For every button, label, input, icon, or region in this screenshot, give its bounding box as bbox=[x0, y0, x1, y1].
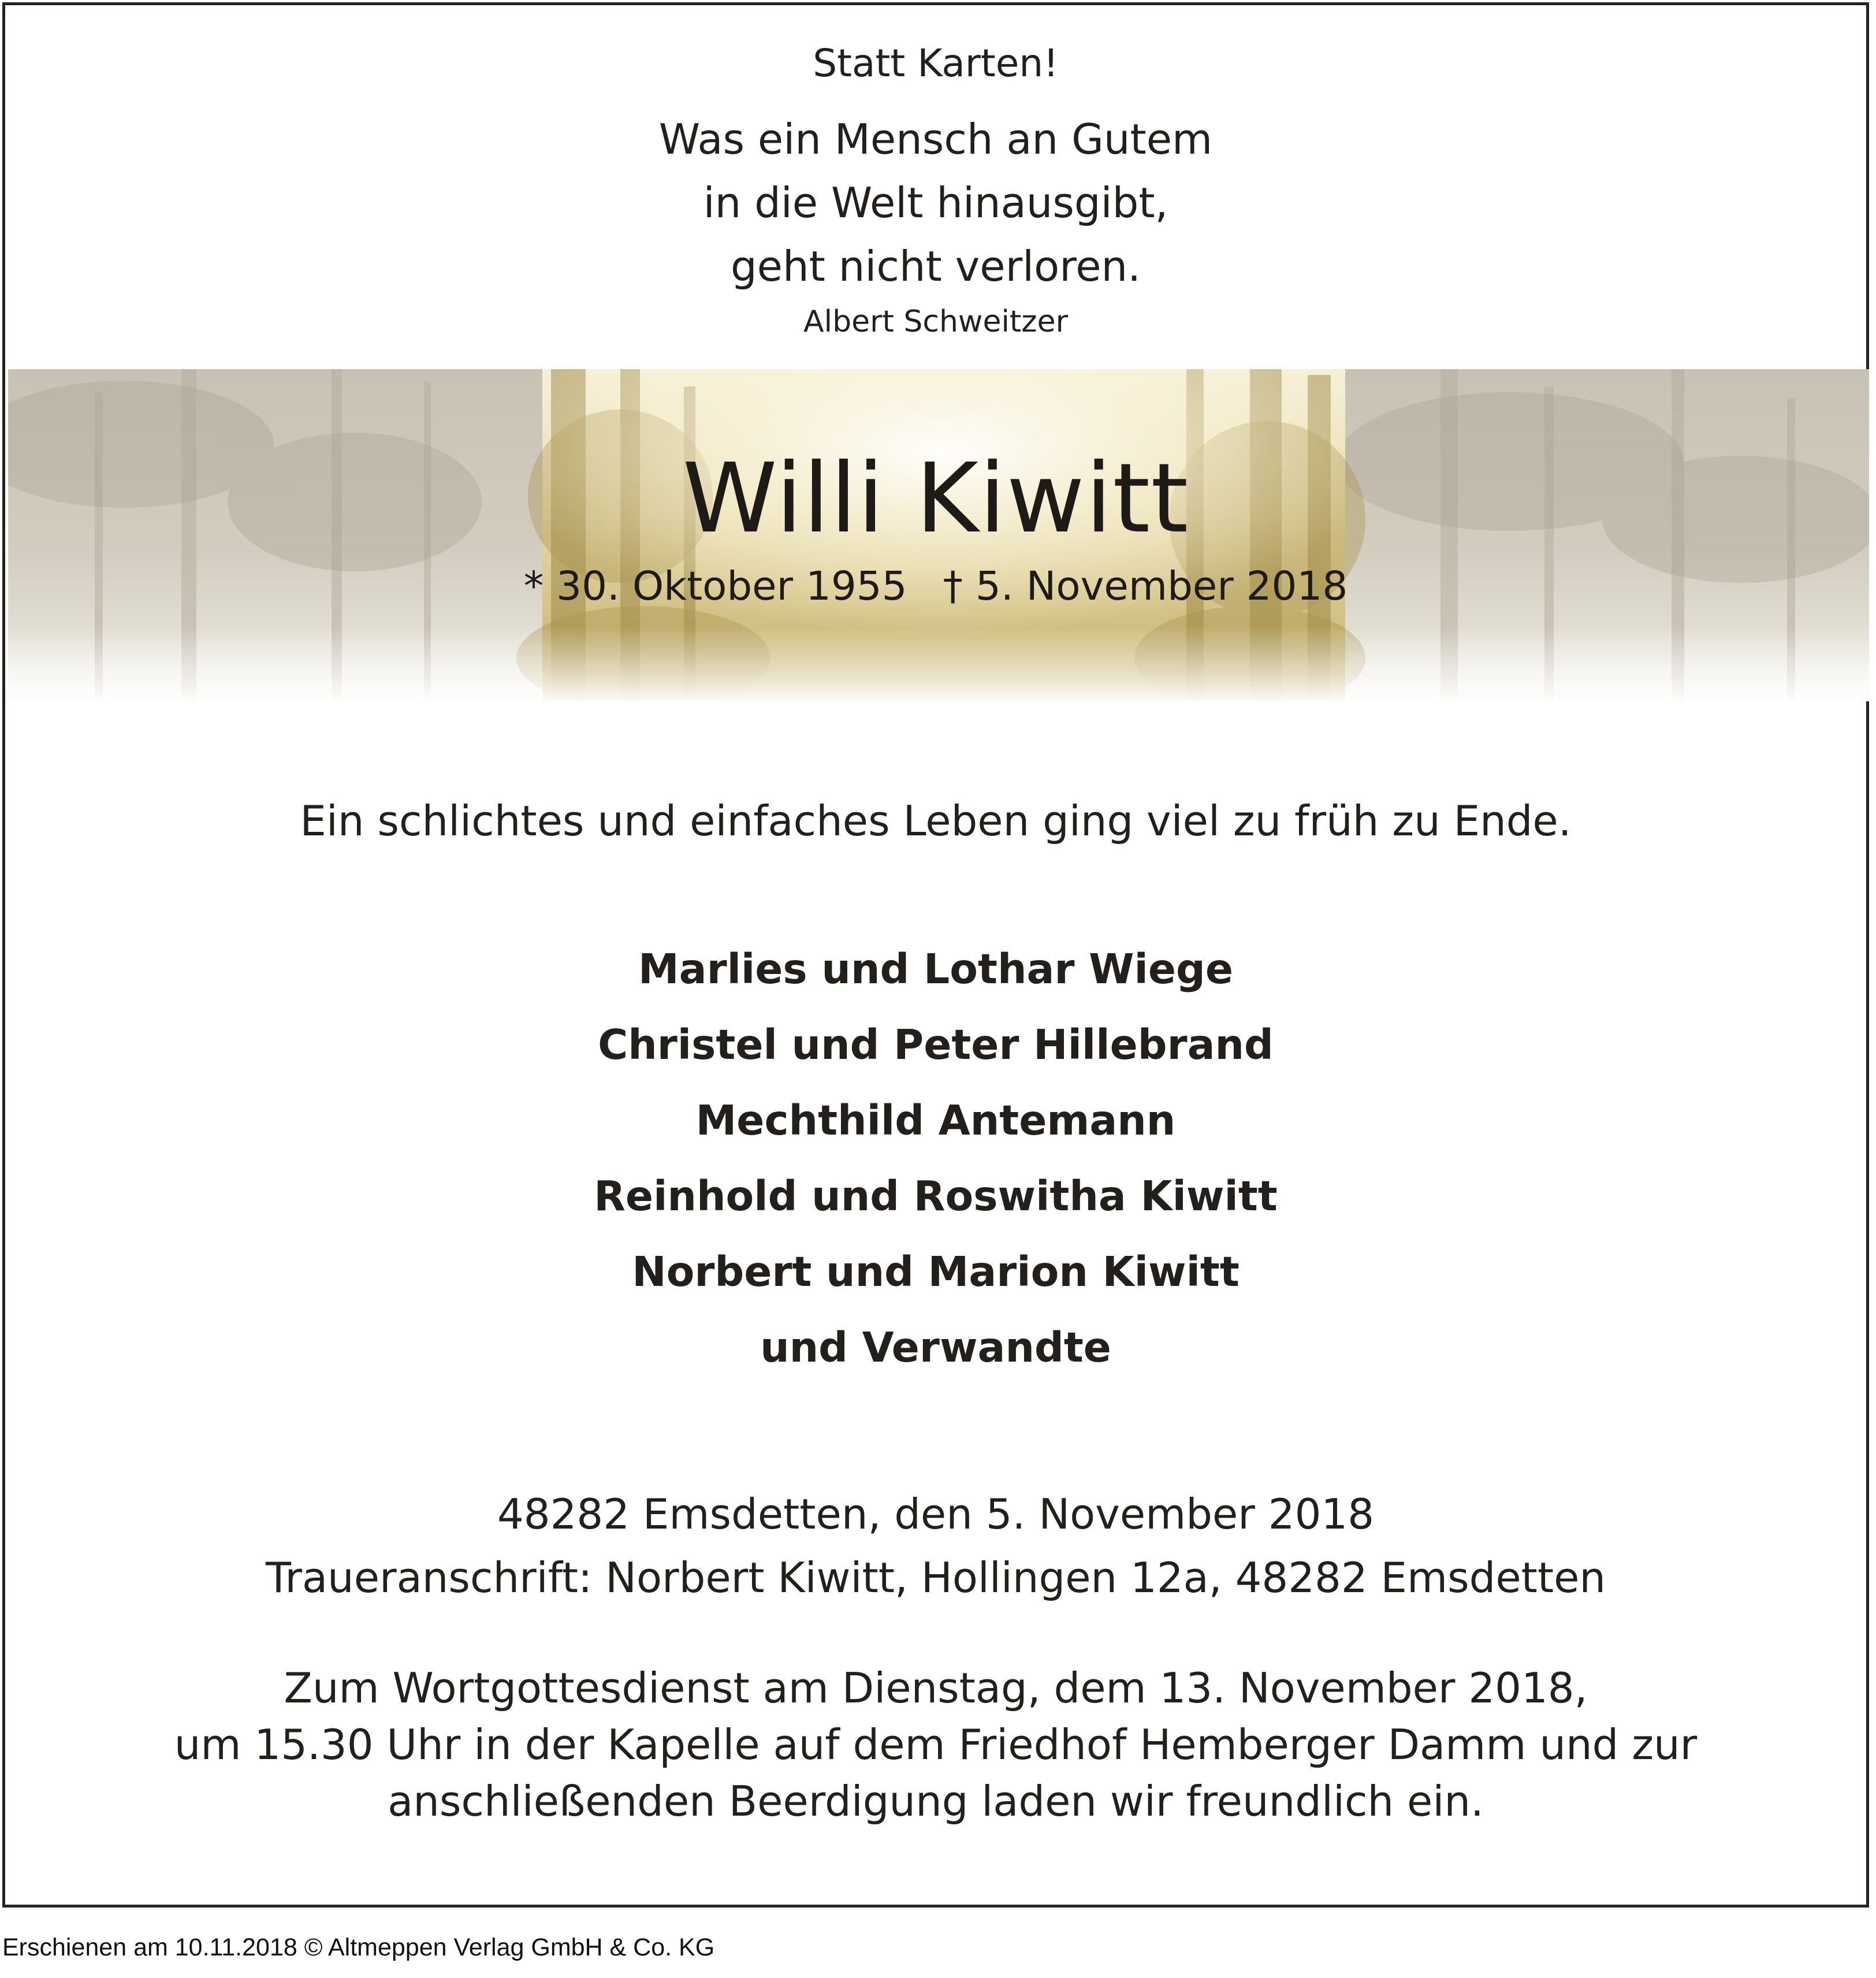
quote-line-3: geht nicht verloren. bbox=[730, 242, 1141, 291]
life-dates bbox=[5, 563, 1866, 609]
invitation-line-1: Zum Wortgottesdienst am Dienstag, dem 13. November 2018, bbox=[284, 1664, 1588, 1712]
mourner-2: Christel und Peter Hillebrand bbox=[598, 1021, 1274, 1069]
obituary-frame bbox=[2, 2, 1869, 1908]
birth-date: * 30. Oktober 1955 bbox=[523, 563, 907, 609]
band-fade bbox=[8, 626, 1869, 701]
quote-line-2: in die Welt hinausgibt, bbox=[703, 179, 1168, 227]
motto-text: Ein schlichtes und einfaches Leben ging viel zu früh zu Ende. bbox=[300, 797, 1572, 845]
invitation-line-2: um 15.30 Uhr in der Kapelle auf dem Friedhof Hemberger Damm und zur bbox=[174, 1720, 1698, 1769]
invitation-line-3: anschließenden Beerdigung laden wir freundlich ein. bbox=[388, 1777, 1484, 1825]
quote-line-1: Was ein Mensch an Gutem bbox=[658, 115, 1213, 163]
publication-footer: Erschienen am 10.11.2018 © Altmeppen Verlag GmbH & Co. KG bbox=[2, 1934, 715, 1961]
death-date: † 5. November 2018 bbox=[943, 563, 1348, 609]
quote-author: Albert Schweitzer bbox=[803, 304, 1068, 339]
mourner-5: Norbert und Marion Kiwitt bbox=[632, 1248, 1240, 1296]
mourner-3: Mechthild Antemann bbox=[695, 1096, 1176, 1144]
mourning-address: Traueranschrift: Norbert Kiwitt, Hollingen 12a, 48282 Emsdetten bbox=[265, 1553, 1606, 1602]
place-date: 48282 Emsdetten, den 5. November 2018 bbox=[497, 1490, 1374, 1538]
mourner-6: und Verwandte bbox=[760, 1323, 1111, 1371]
mourner-4: Reinhold und Roswitha Kiwitt bbox=[594, 1172, 1278, 1220]
intro-text: Statt Karten! bbox=[813, 41, 1059, 85]
mourner-1: Marlies und Lothar Wiege bbox=[638, 945, 1233, 993]
deceased-name: Willi Kiwitt bbox=[682, 443, 1189, 555]
